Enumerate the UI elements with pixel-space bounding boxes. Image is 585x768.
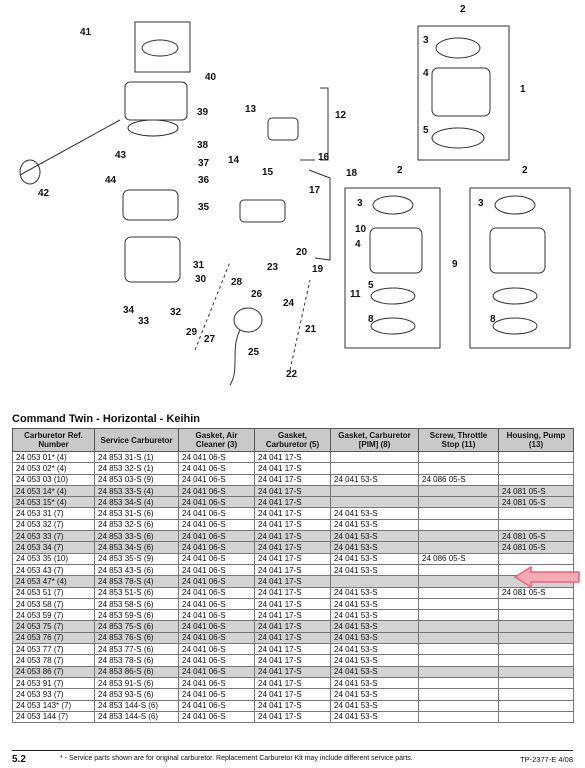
table-cell: 24 041 17-S: [255, 644, 331, 655]
table-row: [13, 497, 574, 508]
table-cell: 24 041 53-S: [331, 531, 419, 542]
table-cell: 24 041 17-S: [255, 542, 331, 553]
table-cell: [499, 610, 574, 621]
callout-2: 2: [397, 165, 403, 176]
table-cell: [499, 711, 574, 722]
callout-22: 22: [286, 369, 298, 380]
table-cell: 24 041 06-S: [179, 587, 255, 598]
table-cell: 24 853 34-S (6): [95, 542, 179, 553]
callout-17: 17: [309, 185, 321, 196]
callout-23: 23: [267, 262, 279, 273]
table-cell: 24 053 03 (10): [13, 474, 95, 485]
callout-13: 13: [245, 104, 257, 115]
table-cell: 24 041 06-S: [179, 542, 255, 553]
table-cell: 24 853 31-S (6): [95, 508, 179, 519]
table-row: [13, 621, 574, 632]
table-cell: [499, 677, 574, 688]
callout-43: 43: [115, 150, 127, 161]
table-cell: [331, 576, 419, 587]
callout-10: 10: [355, 224, 367, 235]
carburetor-body-shape: [432, 68, 490, 116]
assembly-box-41: [135, 22, 190, 72]
callout-34: 34: [123, 305, 135, 316]
table-cell: 24 041 06-S: [179, 452, 255, 463]
table-cell: [419, 542, 499, 553]
table-cell: 24 053 14* (4): [13, 485, 95, 496]
table-cell: [331, 452, 419, 463]
table-cell: 24 853 33-S (6): [95, 531, 179, 542]
table-row: [13, 689, 574, 700]
callout-16: 16: [318, 152, 330, 163]
table-row: [13, 610, 574, 621]
table-cell: 24 041 17-S: [255, 587, 331, 598]
table-cell: 24 041 53-S: [331, 542, 419, 553]
callout-4: 4: [423, 68, 429, 79]
callout-3: 3: [423, 35, 429, 46]
table-row: [13, 666, 574, 677]
table-cell: 24 053 77 (7): [13, 644, 95, 655]
table-cell: 24 041 06-S: [179, 531, 255, 542]
callout-21: 21: [305, 324, 317, 335]
table-cell: 24 041 53-S: [331, 711, 419, 722]
table-cell: 24 041 06-S: [179, 610, 255, 621]
table-cell: 24 041 53-S: [331, 621, 419, 632]
callout-42: 42: [38, 188, 50, 199]
callout-29: 29: [186, 327, 198, 338]
table-cell: [419, 452, 499, 463]
gasket-shape: [436, 38, 480, 58]
table-row: [13, 632, 574, 643]
table-cell: 24 053 76 (7): [13, 632, 95, 643]
callout-35: 35: [198, 202, 210, 213]
table-row: [13, 508, 574, 519]
table-cell: [499, 700, 574, 711]
table-cell: 24 041 17-S: [255, 564, 331, 575]
table-body: [13, 452, 574, 723]
table-cell: 24 041 06-S: [179, 576, 255, 587]
callout-32: 32: [170, 307, 182, 318]
table-cell: 24 041 17-S: [255, 576, 331, 587]
table-cell: 24 081 05-S: [499, 542, 574, 553]
table-cell: [419, 497, 499, 508]
table-cell: 24 853 32-S (1): [95, 463, 179, 474]
table-cell: 24 041 06-S: [179, 564, 255, 575]
table-cell: 24 853 77-S (6): [95, 644, 179, 655]
column-header: Gasket, Air Cleaner (3): [179, 429, 255, 452]
table-cell: [331, 463, 419, 474]
table-cell: 24 041 17-S: [255, 531, 331, 542]
column-header: Gasket, Carburetor (5): [255, 429, 331, 452]
table-cell: 24 053 86 (7): [13, 666, 95, 677]
assembly-box-9: [345, 188, 440, 348]
table-cell: 24 041 53-S: [331, 644, 419, 655]
callout-11: 11: [350, 289, 361, 300]
table-cell: 24 853 59-S (6): [95, 610, 179, 621]
table-cell: 24 053 34 (7): [13, 542, 95, 553]
table-cell: 24 041 53-S: [331, 519, 419, 530]
column-header: Screw, Throttle Stop (11): [419, 429, 499, 452]
table-cell: [499, 508, 574, 519]
table-cell: [419, 632, 499, 643]
table-cell: 24 853 31-S (1): [95, 452, 179, 463]
table-cell: 24 041 06-S: [179, 621, 255, 632]
table-cell: [419, 610, 499, 621]
table-cell: 24 041 06-S: [179, 598, 255, 609]
table-cell: 24 041 17-S: [255, 700, 331, 711]
table-row: [13, 542, 574, 553]
callout-33: 33: [138, 316, 150, 327]
callout-9: 9: [452, 259, 458, 270]
table-cell: [419, 666, 499, 677]
table-cell: 24 853 34-S (4): [95, 497, 179, 508]
table-cell: 24 053 58 (7): [13, 598, 95, 609]
table-cell: 24 041 17-S: [255, 553, 331, 564]
table-cell: 24 041 53-S: [331, 677, 419, 688]
table-cell: 24 041 06-S: [179, 677, 255, 688]
table-cell: 24 041 17-S: [255, 497, 331, 508]
table-cell: [499, 632, 574, 643]
table-cell: [419, 677, 499, 688]
table-cell: 24 053 91 (7): [13, 677, 95, 688]
table-cell: 24 041 17-S: [255, 474, 331, 485]
table-cell: 24 853 144-S (6): [95, 711, 179, 722]
table-row: [13, 598, 574, 609]
table-cell: [419, 598, 499, 609]
table-cell: 24 053 33 (7): [13, 531, 95, 542]
table-cell: 24 053 51 (7): [13, 587, 95, 598]
table-cell: 24 041 06-S: [179, 711, 255, 722]
table-cell: 24 041 17-S: [255, 689, 331, 700]
table-row: [13, 463, 574, 474]
table-cell: 24 053 93 (7): [13, 689, 95, 700]
table-cell: [499, 463, 574, 474]
table-row: [13, 711, 574, 722]
table-cell: 24 853 03-S (9): [95, 474, 179, 485]
table-cell: [499, 474, 574, 485]
table-cell: [419, 621, 499, 632]
callout-4: 4: [355, 239, 361, 250]
table-cell: [419, 564, 499, 575]
table-cell: 24 041 53-S: [331, 564, 419, 575]
table-cell: 24 041 06-S: [179, 655, 255, 666]
table-cell: 24 041 06-S: [179, 644, 255, 655]
table-cell: [419, 531, 499, 542]
section-title: Command Twin - Horizontal - Keihin: [12, 413, 201, 425]
callout-2: 2: [522, 165, 528, 176]
table-cell: [419, 508, 499, 519]
table-cell: 24 041 53-S: [331, 553, 419, 564]
column-header: Carburetor Ref. Number: [13, 429, 95, 452]
table-cell: 24 041 06-S: [179, 519, 255, 530]
table-row: [13, 576, 574, 587]
table-cell: 24 853 93-S (6): [95, 689, 179, 700]
footnote: * - Service parts shown are for original carburetor. Replacement Carburetor Kit may include different service parts.: [60, 755, 413, 762]
table-cell: 24 041 17-S: [255, 508, 331, 519]
table-cell: 24 041 06-S: [179, 632, 255, 643]
table-cell: 24 041 06-S: [179, 497, 255, 508]
column-header: Service Carburetor: [95, 429, 179, 452]
table-cell: 24 081 05-S: [499, 531, 574, 542]
table-cell: 24 041 53-S: [331, 587, 419, 598]
callout-15: 15: [262, 167, 274, 178]
table-cell: 24 041 17-S: [255, 632, 331, 643]
table-cell: 24 041 17-S: [255, 485, 331, 496]
callout-39: 39: [197, 107, 209, 118]
table-cell: 24 041 06-S: [179, 700, 255, 711]
table-cell: 24 853 78-S (4): [95, 576, 179, 587]
callout-41: 41: [80, 27, 92, 38]
callout-26: 26: [251, 289, 263, 300]
table-row: [13, 587, 574, 598]
callout-14: 14: [228, 155, 240, 166]
table-cell: 24 053 32 (7): [13, 519, 95, 530]
callout-5: 5: [368, 280, 374, 291]
table-cell: 24 053 15* (4): [13, 497, 95, 508]
table-cell: 24 041 53-S: [331, 474, 419, 485]
table-header-row: [13, 429, 574, 452]
table-cell: 24 041 17-S: [255, 610, 331, 621]
column-header: Gasket, Carburetor [PIM] (8): [331, 429, 419, 452]
document-code: TP-2377-E 4/08: [520, 755, 573, 764]
callout-31: 31: [193, 260, 205, 271]
table-cell: [499, 598, 574, 609]
table-cell: 24 053 31 (7): [13, 508, 95, 519]
table-row: [13, 485, 574, 496]
callout-12: 12: [335, 110, 347, 121]
table-cell: 24 041 06-S: [179, 463, 255, 474]
table-cell: 24 041 53-S: [331, 598, 419, 609]
table-cell: 24 053 75 (7): [13, 621, 95, 632]
table-cell: [419, 655, 499, 666]
table-cell: [499, 655, 574, 666]
callout-2: 2: [460, 4, 466, 15]
table-cell: [331, 485, 419, 496]
callout-20: 20: [296, 247, 308, 258]
table-cell: 24 041 06-S: [179, 474, 255, 485]
callout-30: 30: [195, 274, 207, 285]
table-cell: [419, 485, 499, 496]
table-cell: 24 041 53-S: [331, 666, 419, 677]
table-cell: 24 853 51-S (6): [95, 587, 179, 598]
callout-19: 19: [312, 264, 324, 275]
table-cell: 24 086 05-S: [419, 474, 499, 485]
table-row: [13, 700, 574, 711]
table-cell: 24 041 53-S: [331, 632, 419, 643]
table-cell: [419, 587, 499, 598]
callout-8: 8: [490, 314, 496, 325]
callout-44: 44: [105, 175, 117, 186]
table-row: [13, 474, 574, 485]
table-cell: 24 053 35 (10): [13, 553, 95, 564]
table-cell: 24 081 05-S: [499, 587, 574, 598]
callout-5: 5: [423, 125, 429, 136]
table-cell: 24 041 17-S: [255, 677, 331, 688]
table-row: [13, 677, 574, 688]
callout-40: 40: [205, 72, 217, 83]
table-cell: 24 041 17-S: [255, 463, 331, 474]
table-cell: 24 041 17-S: [255, 621, 331, 632]
table-cell: [499, 553, 574, 564]
table-cell: [419, 519, 499, 530]
table-cell: 24 853 58-S (6): [95, 598, 179, 609]
table-cell: 24 041 53-S: [331, 655, 419, 666]
table-cell: [499, 452, 574, 463]
table-cell: 24 853 78-S (6): [95, 655, 179, 666]
table-cell: 24 041 17-S: [255, 598, 331, 609]
table-cell: [419, 463, 499, 474]
table-cell: 24 041 06-S: [179, 666, 255, 677]
table-cell: [419, 711, 499, 722]
table-cell: [499, 666, 574, 677]
table-cell: [499, 519, 574, 530]
table-cell: 24 041 06-S: [179, 508, 255, 519]
table-cell: 24 041 17-S: [255, 655, 331, 666]
parts-table: [12, 428, 574, 723]
table-cell: 24 053 02* (4): [13, 463, 95, 474]
table-cell: 24 041 53-S: [331, 689, 419, 700]
callout-36: 36: [198, 175, 210, 186]
table-cell: 24 041 17-S: [255, 666, 331, 677]
table-cell: 24 853 35-S (9): [95, 553, 179, 564]
table-cell: [419, 644, 499, 655]
table-cell: 24 853 43-S (6): [95, 564, 179, 575]
callout-38: 38: [197, 140, 209, 151]
callout-3: 3: [357, 198, 363, 209]
table-cell: [419, 689, 499, 700]
callout-24: 24: [283, 298, 295, 309]
callout-25: 25: [248, 347, 260, 358]
callout-27: 27: [204, 334, 216, 345]
table-cell: 24 053 78 (7): [13, 655, 95, 666]
table-cell: 24 853 32-S (6): [95, 519, 179, 530]
table-cell: [419, 576, 499, 587]
table-cell: 24 041 17-S: [255, 711, 331, 722]
table-cell: 24 081 05-S: [499, 497, 574, 508]
table-row: [13, 655, 574, 666]
table-cell: 24 041 17-S: [255, 519, 331, 530]
table-cell: [499, 644, 574, 655]
highlight-arrow-icon: [513, 566, 581, 588]
table-cell: [419, 700, 499, 711]
table-row: [13, 564, 574, 575]
table-cell: 24 853 144-S (6): [95, 700, 179, 711]
table-cell: 24 041 06-S: [179, 689, 255, 700]
callout-1: 1: [520, 84, 526, 95]
callout-18: 18: [346, 168, 358, 179]
table-cell: 24 053 01* (4): [13, 452, 95, 463]
table-cell: 24 053 43 (7): [13, 564, 95, 575]
table-cell: 24 853 33-S (4): [95, 485, 179, 496]
table-cell: [331, 497, 419, 508]
table-cell: 24 853 76-S (6): [95, 632, 179, 643]
table-row: [13, 644, 574, 655]
table-row: [13, 519, 574, 530]
table-cell: [499, 689, 574, 700]
table-cell: 24 853 75-S (6): [95, 621, 179, 632]
table-cell: [499, 621, 574, 632]
table-cell: 24 041 53-S: [331, 508, 419, 519]
table-row: [13, 531, 574, 542]
table-cell: 24 853 86-S (6): [95, 666, 179, 677]
table-cell: 24 081 05-S: [499, 485, 574, 496]
table-cell: 24 053 143* (7): [13, 700, 95, 711]
table-cell: 24 041 17-S: [255, 452, 331, 463]
table-cell: 24 041 53-S: [331, 610, 419, 621]
table-cell: 24 053 59 (7): [13, 610, 95, 621]
callout-3: 3: [478, 198, 484, 209]
footer-divider: [12, 750, 573, 751]
callout-8: 8: [368, 314, 374, 325]
table-cell: 24 041 53-S: [331, 700, 419, 711]
table-cell: 24 041 06-S: [179, 553, 255, 564]
table-cell: 24 853 91-S (6): [95, 677, 179, 688]
page-number: 5.2: [12, 754, 26, 765]
table-cell: 24 053 47* (4): [13, 576, 95, 587]
table-cell: 24 086 05-S: [419, 553, 499, 564]
column-header: Housing, Pump (13): [499, 429, 574, 452]
assembly-box-7: [470, 188, 570, 348]
callout-37: 37: [198, 158, 210, 169]
callout-28: 28: [231, 277, 243, 288]
callout-numbers: [38, 4, 528, 380]
table-cell: 24 053 144 (7): [13, 711, 95, 722]
table-row: [13, 553, 574, 564]
table-cell: 24 041 06-S: [179, 485, 255, 496]
table-row: [13, 452, 574, 463]
